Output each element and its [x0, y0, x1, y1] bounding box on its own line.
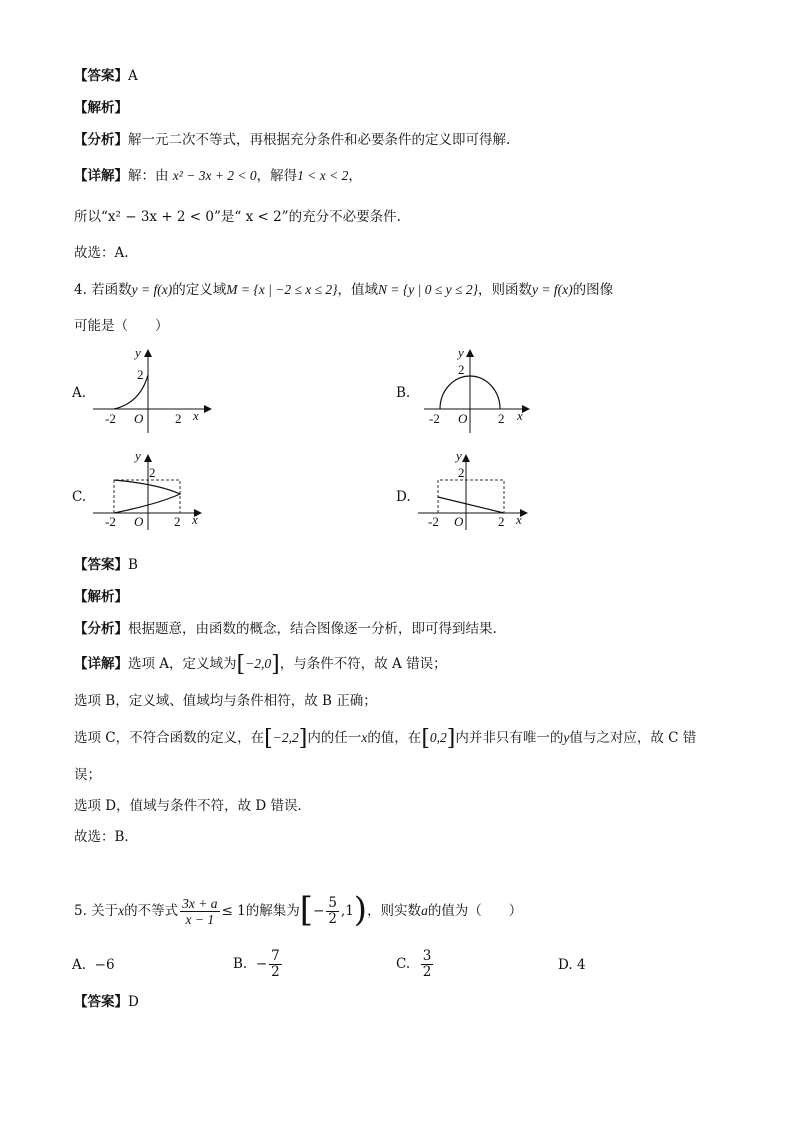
q5-option-b: [233, 946, 284, 982]
q4-func: y = f(x): [131, 282, 173, 297]
q5-option-b-frac: [269, 949, 282, 980]
q4-detail-d: 选项 D，值域与条件不符，故 D 错误．: [74, 798, 312, 814]
q3-fenxi: [74, 131, 510, 149]
line-segment: [438, 497, 504, 513]
tick-neg2: -2: [429, 411, 440, 426]
q4-analysis-tag: [74, 588, 128, 606]
q4-answer: [74, 556, 138, 574]
q5-option-d: [558, 957, 586, 973]
tick-2-x: 2: [498, 411, 505, 426]
q4-option-b-graph: [422, 345, 542, 437]
detail-c-mid-1: 内的任一: [307, 730, 362, 746]
q3-choose: 故选：A.: [74, 245, 129, 261]
q5-option-a-label: A.: [72, 957, 87, 973]
q4-detail-c: 选项 C，不符合函数的定义，在[−2,2]内的任一x的值，在[0,2]内并非只有唯一的y值与之对应，故 C 错: [74, 726, 697, 751]
tick-2-y: 2: [458, 465, 465, 480]
detail-inequality: x² − 3x + 2 < 0: [172, 168, 257, 183]
detail-a-pre: 选项 A，定义域为: [128, 656, 237, 672]
q5-stem-d: ，则实数: [367, 903, 422, 919]
tick-2-x: 2: [175, 411, 182, 426]
fenxi-text: 解一元二次不等式，再根据充分条件和必要条件的定义即可得解.: [128, 132, 511, 148]
q5-option-c-den: 2: [422, 964, 432, 980]
y-label: y: [135, 345, 141, 360]
detail-tag: 【详解】: [74, 656, 128, 672]
origin-label: O: [454, 514, 464, 529]
detail-c-interval-2: 0,2: [429, 730, 447, 745]
q5-interval-num: 5: [328, 895, 337, 911]
y-label: y: [135, 450, 141, 463]
q4-stem-d: ，则函数: [477, 282, 532, 298]
q4-option-a-graph: [88, 345, 218, 437]
analysis-tag: 【解析】: [74, 589, 128, 605]
answer-tag: 【答案】: [74, 557, 128, 573]
tick-2-y: 2: [137, 367, 144, 382]
detail-tag: 【详解】: [74, 168, 128, 184]
detail-mid: ，解得: [256, 168, 298, 184]
q4-detail-a: 【详解】选项 A，定义域为[−2,0]，与条件不符，故 A 错误；: [74, 652, 447, 677]
fenxi-tag: 【分析】: [74, 132, 128, 148]
q4-domain-set: M = {x | −2 ≤ x ≤ 2}: [226, 282, 338, 297]
q4-func-2: y = f(x): [531, 282, 573, 297]
detail-solution: 1 < x < 2: [297, 168, 349, 183]
origin-label: O: [458, 411, 468, 426]
y-label: y: [458, 345, 464, 360]
x-label: x: [193, 408, 199, 423]
q5-option-c-frac: [421, 949, 434, 980]
detail-c-end: 值与之对应，故 C 错: [569, 730, 697, 746]
answer-value: D: [128, 994, 139, 1010]
q3-detail: [74, 167, 362, 185]
q5-a: a: [421, 903, 428, 918]
answer-tag: 【答案】: [74, 994, 128, 1010]
tick-neg2: -2: [105, 411, 116, 426]
q5-stem-e: 的值为（ ）: [427, 903, 523, 919]
q4-stem-line2: 可能是（ ）: [74, 318, 169, 334]
detail-end: ，: [348, 168, 362, 184]
q4-stem-c: ，值域: [337, 282, 379, 298]
detail-pre: 解：由: [128, 168, 169, 184]
q5-interval-den: 2: [328, 911, 337, 927]
detail-c-interval-1: −2,2: [272, 730, 299, 745]
x-label: x: [516, 512, 522, 527]
fenxi-tag: 【分析】: [74, 621, 128, 637]
y-axis-arrow: [144, 349, 152, 357]
q5-stem-c: 的解集为: [245, 903, 300, 919]
q5-option-d-value: 4: [576, 957, 586, 973]
q5-stem-a: 5. 关于: [74, 903, 119, 919]
analysis-tag: 【解析】: [74, 100, 128, 116]
q3-conclusion: 所以“x² − 3x + 2 < 0”是“ x < 2”的充分不必要条件.: [74, 209, 401, 225]
q5-option-c: [396, 946, 435, 982]
tick-neg2: -2: [105, 514, 116, 529]
detail-a-interval: −2,0: [245, 656, 272, 671]
q3-answer: [74, 67, 138, 85]
q5-le1: ≤ 1: [221, 903, 246, 919]
q4-stem-e: 的图像: [572, 282, 614, 298]
q5-option-b-num: 7: [271, 948, 280, 964]
y-axis-arrow: [466, 349, 474, 357]
q5-option-d-label: D.: [558, 957, 573, 973]
answer-tag: 【答案】: [74, 68, 128, 84]
y-axis-arrow: [144, 454, 152, 462]
q4-option-b-label: B.: [396, 385, 411, 401]
q3-analysis-tag: [74, 99, 128, 117]
x-axis-arrow: [522, 405, 530, 413]
q4-choose: 故选：B．: [74, 829, 138, 845]
q5-option-b-den: 2: [271, 964, 280, 980]
q5-option-c-label: C.: [396, 956, 411, 972]
q4-range-set: N = {y | 0 ≤ y ≤ 2}: [378, 282, 478, 297]
answer-value: B: [128, 557, 138, 573]
q4-option-a-label: A.: [72, 385, 87, 401]
detail-c-mid-2: 的值，在: [367, 730, 422, 746]
sideways-curve: [114, 480, 180, 513]
origin-label: O: [134, 514, 144, 529]
q5-fraction-num: 3x + a: [182, 896, 218, 911]
origin-label: O: [134, 411, 144, 426]
q4-fenxi: [74, 620, 497, 638]
q4-option-c-label: C.: [72, 489, 87, 505]
q5-option-a-value: −6: [94, 957, 115, 973]
tick-neg2: -2: [428, 514, 439, 529]
q5-answer: [74, 993, 139, 1011]
answer-value: A: [128, 68, 138, 84]
y-label: y: [456, 450, 462, 463]
q4-detail-c-line2: 误；: [74, 767, 101, 783]
q5-x: x: [118, 903, 125, 918]
tick-2-y: 2: [149, 465, 156, 480]
y-axis-arrow: [462, 454, 470, 462]
detail-a-post: ，与条件不符，故 A 错误；: [279, 656, 447, 672]
q5-option-b-sign: −: [255, 956, 268, 972]
detail-c-y: y: [563, 730, 570, 745]
q5-stem-b: 的不等式: [124, 903, 179, 919]
q5-fraction: [180, 896, 219, 927]
q5-option-b-label: B.: [233, 956, 248, 972]
q5-option-a: [72, 957, 115, 973]
tick-2-y: 2: [458, 362, 465, 377]
q4-stem-line1: [74, 281, 613, 299]
x-label: x: [192, 512, 198, 527]
x-label: x: [517, 408, 523, 423]
detail-c-mid-3: 内并非只有唯一的: [455, 730, 564, 746]
q5-option-c-num: 3: [422, 948, 432, 964]
q4-option-d-label: D.: [396, 489, 411, 505]
tick-2-x: 2: [174, 514, 181, 529]
q5-fraction-den: x − 1: [185, 912, 215, 927]
q4-option-d-graph: [416, 450, 536, 534]
fenxi-text: 根据题意，由函数的概念，结合图像逐一分析，即可得到结果.: [128, 621, 497, 637]
detail-c-pre: 选项 C，不符合函数的定义，在: [74, 730, 265, 746]
q4-stem-b: 的定义域: [172, 282, 227, 298]
dashed-box: [438, 480, 504, 513]
q5-stem: 5. 关于x的不等式 $\frac{3x + a}{x - 1}$ ≤ 1的解集为[− $\frac{5}{2}$ ,1)，则实数a的值为（ ）: [74, 890, 523, 930]
detail-c-x: x: [361, 730, 368, 745]
q5-interval-end: ,1: [340, 903, 354, 919]
q5-interval-frac: [326, 896, 339, 927]
q4-detail-b: 选项 B，定义域、值域均与条件相符，故 B 正确；: [74, 693, 377, 709]
q4-option-c-graph: [88, 450, 218, 534]
tick-2-x: 2: [498, 514, 505, 529]
q4-stem-a: 4. 若函数: [74, 282, 132, 298]
q5-interval-neg: −: [313, 903, 325, 919]
x-axis-arrow: [204, 405, 212, 413]
